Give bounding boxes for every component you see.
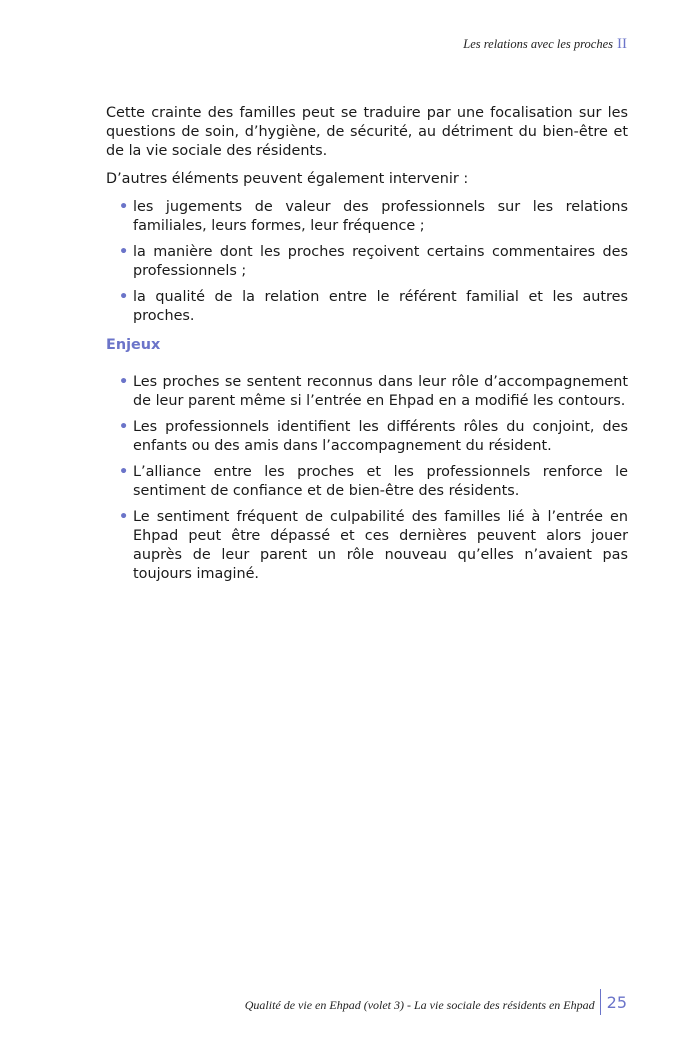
list-item: • Le sentiment fréquent de culpabilité des familles lié à l’entrée en Ehpad peut être dépassé et ces dernières peuvent alors jouer auprès de leur parent un rôle nouveau qu’elles n’avaient pas toujours imaginé.: [106, 508, 628, 584]
list-item: • la manière dont les proches reçoivent certains commentaires des professionnels ;: [106, 243, 628, 281]
list-item: • la qualité de la relation entre le référent familial et les autres proches.: [106, 288, 628, 326]
section-heading-enjeux: Enjeux: [106, 337, 161, 353]
factors-list: [106, 198, 628, 326]
footer-publication-title: Qualité de vie en Ehpad (volet 3) - La vie sociale des résidents en Ehpad: [244, 997, 595, 1012]
enjeux-list: [106, 373, 628, 584]
chapter-number: II: [617, 36, 627, 52]
page-content: [106, 104, 628, 594]
list-item: • Les professionnels identifient les différents rôles du conjoint, des enfants ou des amis dans l’accompagnement du résident.: [106, 418, 628, 456]
page-footer: [245, 989, 627, 1015]
list-item: • Les proches se sentent reconnus dans leur rôle d’accompagnement de leur parent même si l’entrée en Ehpad en a modifié les contours.: [106, 373, 628, 411]
running-header-title: Les relations avec les proches: [463, 37, 613, 51]
intro-paragraph: Cette crainte des familles peut se traduire par une focalisation sur les questions de soin, d’hygiène, de sécurité, au détriment du bien-être et de la vie sociale des résidents.: [106, 105, 628, 159]
list-item: • les jugements de valeur des professionnels sur les relations familiales, leurs formes, leur fréquence ;: [106, 198, 628, 236]
list-item: • L’alliance entre les proches et les professionnels renforce le sentiment de confiance et de bien-être des résidents.: [106, 463, 628, 501]
footer-divider: [600, 989, 601, 1015]
running-header: [463, 36, 627, 53]
page-number: 25: [606, 992, 627, 1012]
list-intro-paragraph: D’autres éléments peuvent également intervenir :: [106, 171, 469, 187]
